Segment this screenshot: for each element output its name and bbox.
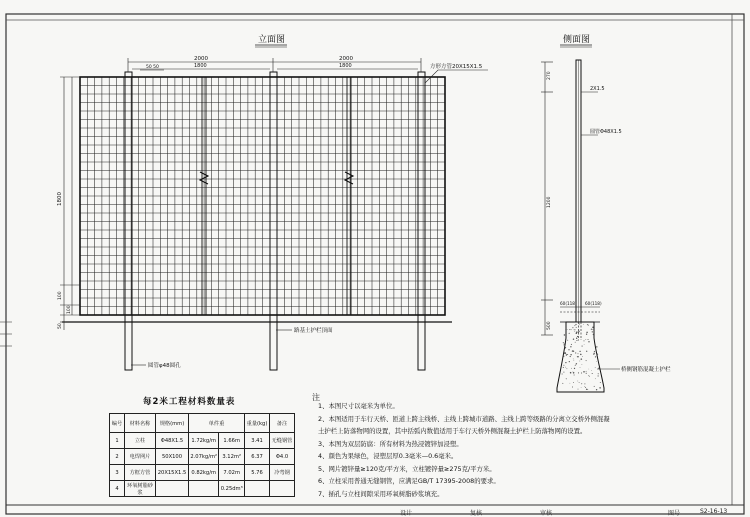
hatch-dot [579, 351, 580, 352]
table-cell: 6.37 [245, 449, 270, 465]
hatch-dot [571, 344, 572, 345]
hatch-dot [586, 334, 587, 335]
title-block-drawing-label: 图号 [668, 510, 681, 517]
dim-post-gap: 50 50 [146, 65, 159, 70]
hatch-dot [573, 371, 574, 372]
hatch-dot [581, 325, 582, 326]
hatch-dot [565, 367, 566, 368]
side-label-barrier: 桥侧钢筋混凝土护栏 [621, 367, 671, 373]
hatch-dot [565, 362, 566, 363]
hatch-dot [567, 329, 568, 330]
hatch-dot [595, 378, 596, 379]
table-cell [156, 481, 189, 497]
dim-base: 50 [58, 323, 63, 329]
table-row [110, 449, 295, 465]
table-cell: 1.72kg/m [189, 433, 219, 449]
hatch-dot [596, 361, 597, 362]
hatch-dot [574, 368, 575, 369]
hatch-dot [595, 356, 596, 357]
hatch-dot [600, 382, 601, 383]
hatch-dot [578, 372, 579, 373]
hatch-dot [563, 367, 564, 368]
table-cell: 0.25dm³ [219, 481, 245, 497]
hatch-dot [592, 373, 593, 374]
hatch-dot [591, 370, 592, 371]
hatch-dot [564, 352, 566, 354]
hatch-dot [578, 340, 579, 341]
table-cell [245, 481, 270, 497]
hatch-dot [578, 331, 580, 333]
note-item: 3、本图为双层防腐：所有材料为热浸镀锌加浸塑。 [318, 439, 463, 448]
hatch-dot [580, 367, 581, 368]
posts [125, 72, 425, 370]
hatch-dot [577, 381, 578, 382]
hatch-dot [586, 371, 587, 372]
hatch-dot [570, 356, 571, 357]
table-cell: 方框方管 [125, 465, 156, 481]
hatch-dot [565, 329, 566, 330]
hatch-dot [572, 386, 573, 387]
hatch-dot [585, 339, 586, 340]
post-2 [270, 72, 277, 370]
hatch-dot [576, 327, 577, 328]
hatch-dot [576, 340, 577, 341]
table-header-cell: 编号 [110, 414, 125, 433]
hatch-dot [581, 372, 582, 373]
hatch-dot [575, 364, 576, 365]
hatch-dot [573, 372, 575, 374]
table-cell: 冷弯钢 [270, 465, 295, 481]
hatch-dot [579, 382, 580, 383]
hatch-dot [589, 376, 590, 377]
concrete-barrier [557, 322, 604, 392]
hatch-dot [598, 375, 599, 376]
notes-title: 注 [312, 393, 320, 402]
hatch-dot [564, 344, 565, 345]
hatch-dot [576, 338, 577, 339]
hatch-dot [586, 373, 587, 374]
hatch-dot [584, 386, 585, 387]
hatch-dot [579, 323, 580, 324]
hatch-dot [591, 329, 592, 330]
side-label-round: 圆管Φ48X1.5 [590, 129, 622, 135]
hatch-dot [562, 374, 563, 375]
hatch-dot [582, 346, 583, 347]
table-row [110, 465, 295, 481]
post-3 [418, 72, 425, 370]
hatch-dot [584, 383, 585, 384]
title-block-review: 审核 [540, 510, 553, 517]
side-view [557, 60, 604, 392]
hatch-dot [573, 360, 574, 361]
hatch-dot [576, 333, 578, 335]
table-cell: 3.41 [245, 433, 270, 449]
title-block-design: 设计 [400, 510, 413, 517]
side-dim-bottom: 500 [547, 321, 552, 330]
hatch-dot [574, 375, 575, 376]
note-item: 2、本图适用于车行天桥、匝道上跨主线桥、主线上跨城市道路、主线上跨等级路的分离立交桥外侧混凝 [318, 414, 610, 423]
hatch-dot [596, 346, 597, 347]
hatch-dot [588, 341, 589, 342]
table-cell: 无缝钢管 [270, 433, 295, 449]
label-post: 圆管φ48圆孔 [148, 363, 181, 369]
hatch-dot [586, 389, 587, 390]
hatch-dot [588, 339, 589, 340]
hatch-dot [579, 361, 580, 362]
hatch-dot [594, 386, 595, 387]
hatch-dot [570, 346, 571, 347]
welded-mesh-panel [80, 77, 445, 315]
table-cell: Φ4.0 [270, 449, 295, 465]
hatch-dot [588, 369, 589, 370]
table-cell: 1.66m [219, 433, 245, 449]
table-row [110, 433, 295, 449]
hatch-dot [564, 356, 565, 357]
hatch-dot [580, 354, 582, 356]
table-cell [270, 481, 295, 497]
hatch-dot [573, 350, 574, 351]
hatch-dot [574, 329, 575, 330]
hatch-dot [577, 336, 578, 337]
hatch-dot [594, 351, 595, 352]
hatch-dot [574, 325, 575, 326]
side-label-tube: 2X1.5 [590, 86, 605, 92]
elevation-title: 立面图 [258, 35, 286, 45]
top-dimensions [128, 58, 421, 72]
hatch-dot [570, 354, 571, 355]
material-quantity-table [109, 413, 295, 497]
table-header-cell: 备注 [270, 414, 295, 433]
hatch-dot [575, 342, 576, 343]
hatch-dot [563, 372, 564, 373]
hatch-dot [575, 352, 576, 353]
hatch-dot [586, 351, 587, 352]
table-header-cell: 单件重 [189, 414, 245, 433]
hatch-dot [573, 382, 574, 383]
dim-bottom-1: 100 [58, 291, 63, 300]
hatch-dot [596, 389, 597, 390]
hatch-dot [573, 358, 574, 359]
table-header-cell: 规格(mm) [156, 414, 189, 433]
note-item: 5、网片镀锌量≥120克/平方米，立柱镀锌量≥275克/平方米。 [318, 464, 496, 473]
hatch-dot [584, 344, 585, 345]
table-cell: 3.12m² [219, 449, 245, 465]
hatch-dot [583, 324, 584, 325]
hatch-dot [569, 361, 570, 362]
note-item: 7、插孔与立柱间隙采用环氧树脂砂浆填充。 [318, 489, 444, 498]
hatch-dot [577, 356, 578, 357]
table-cell: 0.82kg/m [189, 465, 219, 481]
note-item: 6、立柱采用普通无缝钢管，应满足GB/T 17395-2008的要求。 [318, 477, 500, 485]
table-cell: Φ48X1.5 [156, 433, 189, 449]
table-cell: 4 [110, 481, 125, 497]
hatch-dot [579, 331, 580, 332]
hatch-dot [581, 387, 582, 388]
hatch-dot [593, 334, 594, 335]
hatch-dot [595, 367, 596, 368]
table-header-row [110, 414, 295, 433]
hatch-dot [594, 353, 595, 354]
hatch-dot [586, 332, 587, 333]
table-cell [189, 481, 219, 497]
table-header-cell: 材料名称 [125, 414, 156, 433]
hatch-dot [581, 383, 582, 384]
hatch-dot [573, 339, 574, 340]
table-cell: 电焊网片 [125, 449, 156, 465]
hatch-dot [565, 340, 566, 341]
table-header-cell: 重量(kg) [245, 414, 270, 433]
hatch-dot [575, 324, 576, 325]
hatch-dot [566, 354, 567, 355]
hatch-dot [599, 387, 600, 388]
hatch-dot [592, 331, 593, 332]
label-frame-tube: 方形方管20X15X1.5 [430, 64, 483, 70]
side-dim-mid: 1200 [547, 196, 552, 208]
note-item: 土护栏上防落物网的设置，其中括弧内数值适用于车行天桥外侧混凝土护栏上防落物网的设置。 [318, 427, 587, 435]
hatch-dot [588, 325, 589, 326]
table-cell: 立柱 [125, 433, 156, 449]
hatch-dot [587, 389, 588, 390]
hatch-dot [583, 371, 585, 373]
hatch-dot [587, 324, 588, 325]
side-dim-top: 270 [547, 71, 552, 80]
hatch-dot [563, 365, 564, 366]
hatch-dot [585, 387, 586, 388]
table-cell: 50X100 [156, 449, 189, 465]
dim-sub-2: 1800 [339, 63, 352, 69]
hatch-dot [564, 334, 565, 335]
side-dim-right: 60(118) [585, 301, 602, 306]
hatch-dot [593, 354, 594, 355]
dim-bottom-2: 100 [67, 305, 72, 314]
side-view-title: 侧面图 [563, 35, 591, 45]
side-dim-left: 60(118) [560, 301, 577, 306]
hatch-dot [566, 378, 567, 379]
hatch-dot [569, 333, 570, 334]
hatch-dot [569, 329, 570, 330]
hatch-dot [592, 327, 594, 329]
hatch-dot [565, 347, 566, 348]
hatch-dot [570, 383, 571, 384]
hatch-dot [571, 329, 572, 330]
title-block-drawing-number: S2-16-13 [700, 508, 728, 515]
hatch-dot [575, 365, 576, 366]
table-cell: 5.76 [245, 465, 270, 481]
hatch-dot [581, 358, 583, 360]
hatch-dot [582, 356, 583, 357]
hatch-dot [575, 330, 576, 331]
hatch-dot [562, 383, 563, 384]
hatch-dot [578, 389, 579, 390]
hatch-dot [574, 331, 575, 332]
hatch-dot [583, 340, 584, 341]
dim-top-2: 2000 [339, 56, 353, 62]
hatch-dot [564, 345, 565, 346]
table-cell: 2.07kg/m² [189, 449, 219, 465]
title-block-check: 复核 [470, 510, 483, 517]
table-row [110, 481, 295, 497]
hatch-dot [586, 360, 587, 361]
table-title: 每2米工程材料数量表 [143, 397, 236, 407]
hatch-dot [578, 353, 579, 354]
note-item: 4、颜色为果绿色，浸塑层厚0.3毫米—0.6毫米。 [318, 452, 458, 460]
hatch-dot [563, 342, 564, 343]
hatch-dot [567, 354, 568, 355]
hatch-dot [592, 329, 593, 330]
hatch-dot [567, 368, 568, 369]
dim-top-1: 2000 [194, 56, 208, 62]
left-dimensions [60, 77, 80, 330]
hatch-dot [571, 368, 572, 369]
hatch-dot [597, 354, 598, 355]
table-cell: 2 [110, 449, 125, 465]
hatch-dot [588, 375, 589, 376]
hatch-dot [567, 340, 568, 341]
hatch-dot [578, 356, 579, 357]
hatch-dot [569, 333, 570, 334]
table-cell: 1 [110, 433, 125, 449]
hatch-dot [598, 373, 599, 374]
dim-sub-1: 1800 [194, 63, 207, 69]
hatch-dot [582, 364, 583, 365]
table-cell: 7.02m [219, 465, 245, 481]
hatch-dot [568, 349, 569, 350]
note-item: 1、本图尺寸以毫米为单位。 [318, 402, 399, 410]
hatch-dot [570, 372, 572, 374]
label-curb: 路基土护栏顶面 [294, 328, 333, 334]
table-cell: 环氧树脂砂浆 [125, 481, 156, 497]
dim-height: 1800 [57, 192, 63, 206]
table-cell: 3 [110, 465, 125, 481]
table-cell: 20X15X1.5 [156, 465, 189, 481]
hatch-dot [572, 327, 573, 328]
